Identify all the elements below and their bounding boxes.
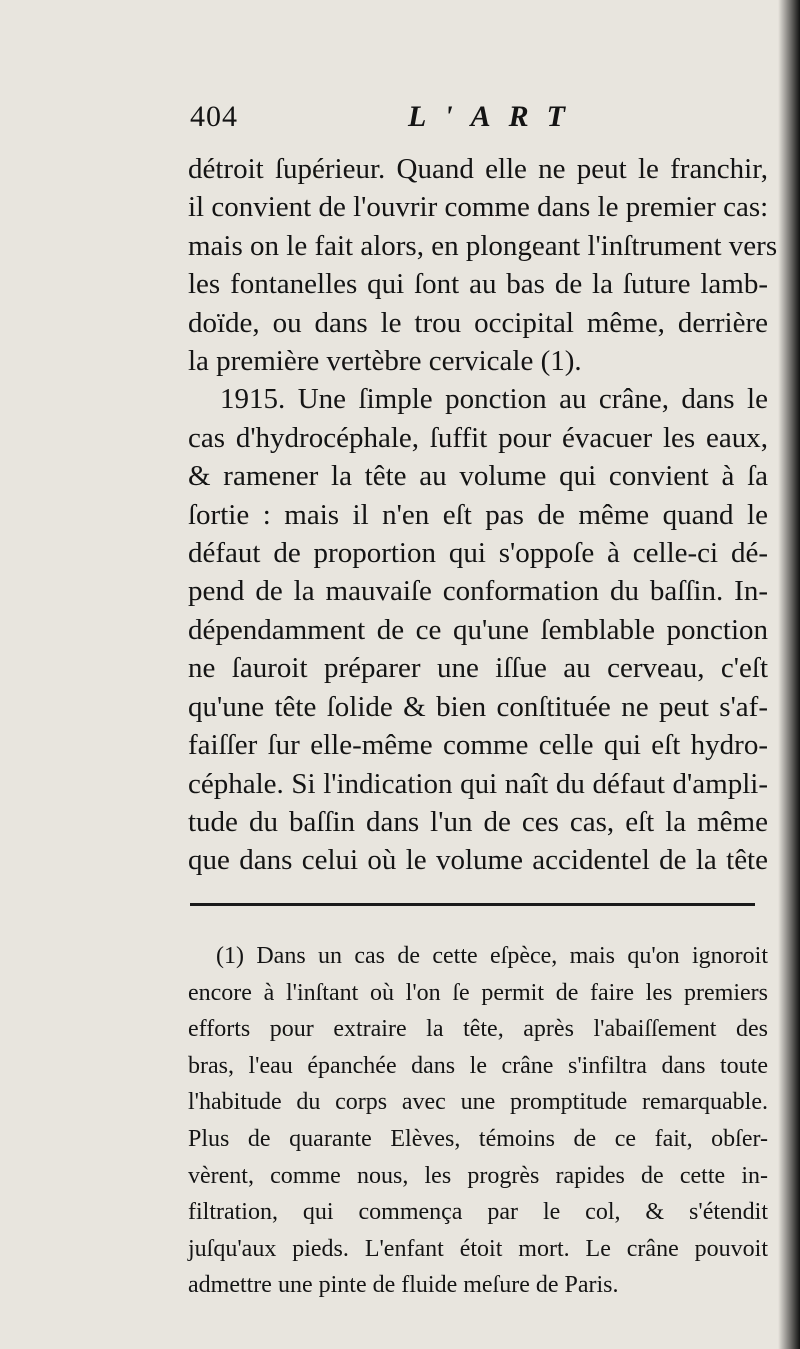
- text-line: mais on le fait alors, en plongeant l'inſtrument vers: [188, 229, 778, 262]
- text-line: détroit ſupérieur. Quand elle ne peut le franchir,: [188, 153, 768, 185]
- text-line: cas d'hydrocéphale, ſuffit pour évacuer les eaux,: [188, 421, 768, 454]
- footnote-line: (1) Dans un cas de cette eſpèce, mais qu'on ignoroit: [216, 943, 768, 969]
- footnote-line: l'habitude du corps avec une promptitude remarquable.: [188, 1089, 768, 1116]
- footnote-line: bras, l'eau épanchée dans le crâne s'infiltra dans toute: [188, 1052, 768, 1079]
- text-line: défaut de proportion qui s'oppoſe à celle-ci dé-: [188, 537, 768, 570]
- text-line: & ramener la tête au volume qui convient à ſa: [188, 460, 768, 493]
- text-line: céphale. Si l'indication qui naît du défaut d'ampli-: [188, 767, 768, 800]
- footnote-separator-rule: [190, 903, 755, 906]
- footnote: [188, 938, 768, 1304]
- footnote-line: admettre une pinte de fluide meſure de Paris.: [188, 1272, 619, 1299]
- text-line: doïde, ou dans le trou occipital même, derrière: [188, 306, 768, 339]
- text-line: il convient de l'ouvrir comme dans le premier cas:: [188, 191, 769, 224]
- text-line: dépendamment de ce qu'une ſemblable ponction: [188, 613, 768, 646]
- page-header: [190, 100, 760, 148]
- main-text: [188, 150, 778, 880]
- text-line: la première vertèbre cervicale (1).: [188, 345, 582, 378]
- footnote-line: juſqu'aux pieds. L'enfant étoit mort. Le crâne pouvoit: [188, 1235, 768, 1262]
- footnote-line: filtration, qui commença par le col, & s'étendit: [188, 1199, 768, 1226]
- running-head: L'ART: [408, 100, 584, 133]
- text-line: faiſſer ſur elle-même comme celle qui eſt hydro-: [188, 729, 768, 762]
- footnote-line: Plus de quarante Elèves, témoins de ce fait, obſer-: [188, 1125, 768, 1152]
- footnote-line: encore à l'inſtant où l'on ſe permit de faire les premiers: [188, 979, 768, 1006]
- footnote-line: efforts pour extraire la tête, après l'abaiſſement des: [188, 1016, 768, 1043]
- footnote-line: vèrent, comme nous, les progrès rapides de cette in-: [188, 1162, 768, 1189]
- text-line: tude du baſſin dans l'un de ces cas, eſt la même: [188, 805, 768, 838]
- text-line: ſortie : mais il n'en eſt pas de même quand le: [188, 498, 768, 531]
- text-line: les fontanelles qui ſont au bas de la ſuture lamb-: [188, 268, 768, 301]
- paragraph-start-line: 1915. Une ſimple ponction au crâne, dans le: [220, 383, 768, 416]
- text-line: pend de la mauvaiſe conformation du baſſin. In-: [188, 575, 768, 608]
- page-number: 404: [190, 100, 238, 133]
- text-line: que dans celui où le volume accidentel de la tête: [188, 844, 768, 877]
- text-line: qu'une tête ſolide & bien conſtituée ne peut s'af-: [188, 690, 768, 723]
- text-line: ne ſauroit préparer une iſſue au cerveau, c'eſt: [188, 652, 768, 685]
